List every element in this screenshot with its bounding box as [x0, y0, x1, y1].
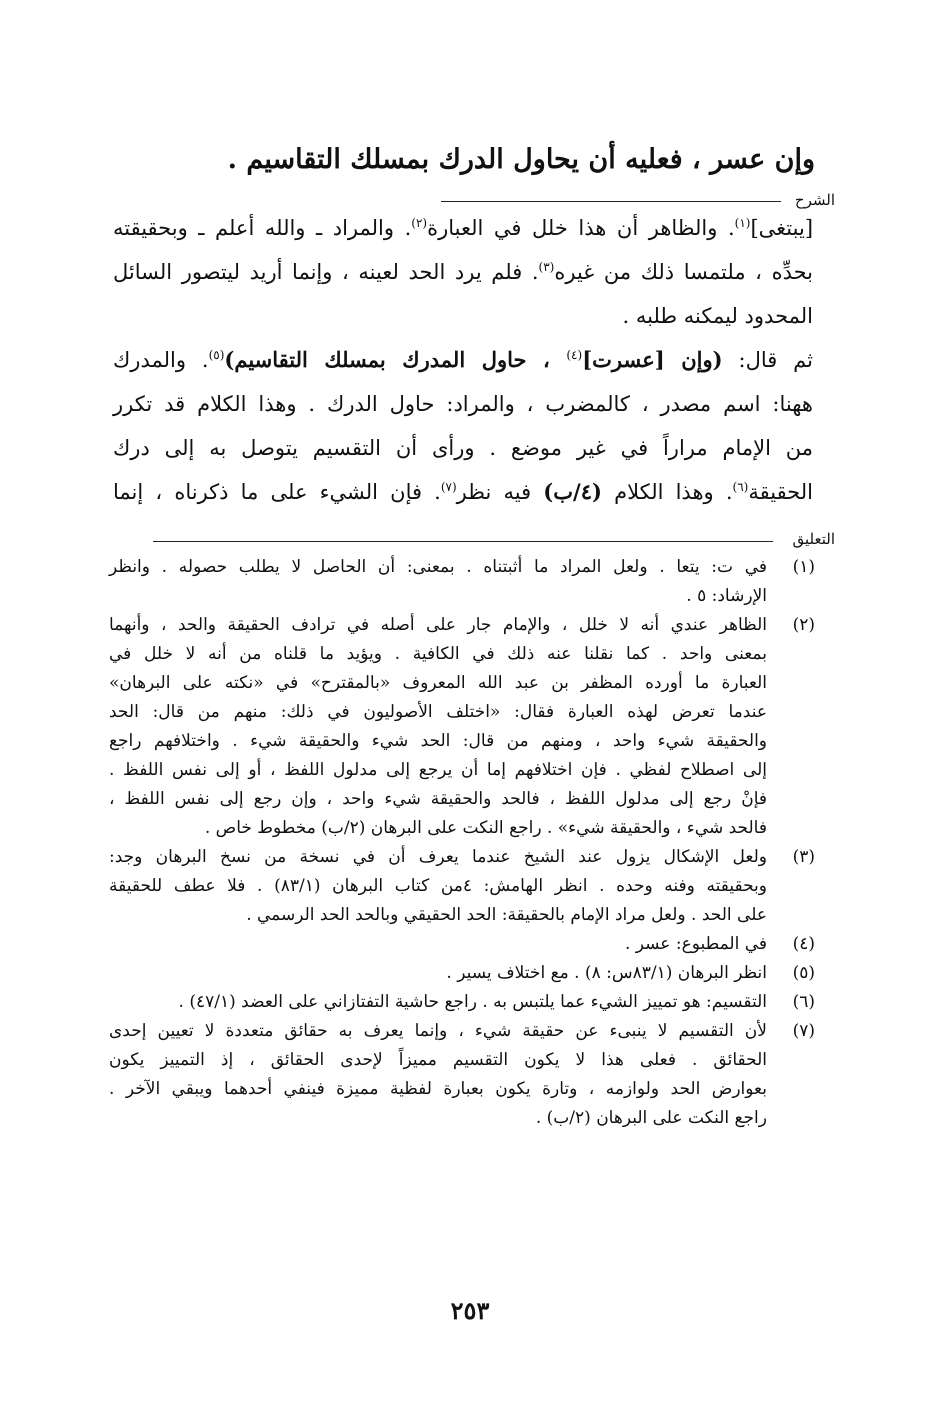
footnote-ref[interactable]: (٣) — [538, 260, 555, 274]
footnote-number: (٧) — [792, 1021, 815, 1041]
footnote-line: بعوارض الحد ولوازمه ، وتارة يكون بعبارة لفظية مميزة فينفي أحدهما ويبقي الآخر . — [109, 1079, 767, 1099]
taliq-label: التعليق — [792, 530, 835, 548]
footnote-line: التقسيم: هو تمييز الشيء عما يلتبس به . راجع حاشية التفتازاني على العضد (٤٧/١) . — [178, 992, 767, 1012]
footnote-line: فالحد شيء ، والحقيقة شيء» . راجع النكت على البرهان (٢/ب) مخطوط خاص . — [204, 818, 767, 838]
footnote-line: انظر البرهان (٨٣/١س: ٨) . مع اختلاف يسير . — [446, 963, 767, 983]
sharh-line: ثم قال: (وإن [عسرت]$^{(٤)}$ ، حاول المدرك بمسلك التقاسيم)$^{(٥)}$. والمدرك — [113, 347, 813, 372]
sharh-line: الحقيقة$^{(٦)}$. وهذا الكلام (٤/ب) فيه نظر$^{(٧)}$. فإن الشيء على ما ذكرناه ، إنما — [113, 479, 813, 504]
matn-text: وإن عسر ، فعليه أن يحاول الدرك بمسلك التقاسيم . — [227, 144, 815, 175]
footnote — [109, 843, 815, 930]
footnote — [109, 930, 815, 959]
footnote — [109, 553, 815, 611]
footnote-line: بمعنى واحد . كما نقلنا عنه ذلك في الكافية . ويؤيد ما قلناه من أنه لا خلل في — [109, 644, 767, 664]
footnote-number: (٦) — [792, 992, 815, 1012]
footnote-line: راجع النكت على البرهان (٢/ب) . — [535, 1108, 767, 1128]
footnote — [109, 611, 815, 843]
footnote-line: الظاهر عندي أنه لا خلل ، والإمام جار على أصله في ترادف الحقيقة والحد ، وأنهما — [109, 615, 767, 635]
footnote-ref[interactable]: (١) — [734, 216, 751, 230]
footnote-ref[interactable]: (٢) — [411, 216, 428, 230]
sharh-line: ههنا: اسم مصدر ، كالمضرب ، والمراد: حاول الدرك . وهذا الكلام قد تكرر — [113, 392, 813, 416]
footnote-line: الحقائق . فعلى هذا لا يكون التقسيم مميزاً لإحدى الحقائق ، إذ التمييز يكون — [109, 1050, 767, 1070]
footnote-number: (٤) — [792, 934, 815, 954]
taliq-rule — [153, 541, 773, 542]
sharh-line: المحدود ليمكنه طلبه . — [622, 304, 813, 328]
footnote-line: في المطبوع: عسر . — [624, 934, 767, 954]
footnote-line: عندما تعرض لهذه العبارة فقال: «اختلف الأصوليون في ذلك: منهم من قال: الحد — [109, 702, 767, 722]
page-number: ٢٥٣ — [450, 1296, 490, 1325]
footnote-line: في ت: يتعا . ولعل المراد ما أثبتناه . بمعنى: أن الحاصل لا يطلب حصوله . وانظر — [109, 557, 767, 577]
footnote-number: (٣) — [792, 847, 815, 867]
footnote-line: ولعل الإشكال يزول عند الشيخ عندما يعرف أن في نسخة من نسخ البرهان وجد: — [109, 847, 767, 867]
footnote-ref[interactable]: (٥) — [208, 348, 225, 362]
footnote-ref[interactable]: (٤) — [566, 348, 583, 362]
footnote-ref[interactable]: (٧) — [440, 480, 457, 494]
footnote-line: وبحقيقته وفنه وحده . انظر الهامش: ٤من كتاب البرهان (٨٣/١) . فلا عطف للحقيقة — [109, 876, 767, 896]
footnote-line: إلى اصطلاح لفظي . فإن اختلافهم إما أن يرجع إلى مدلول اللفظ ، أو إلى نفس اللفظ . — [109, 760, 767, 780]
sharh-line: من الإمام مراراً في غير موضع . ورأى أن التقسيم يتوصل به إلى درك — [113, 436, 813, 460]
sharh-body — [113, 206, 813, 514]
footnote — [109, 1017, 815, 1133]
sharh-line: [يبتغى]$^{(١)}$. والظاهر أن هذا خلل في العبارة$^{(٢)}$. والمراد ـ والله أعلم ـ وبحقيقته — [113, 216, 814, 240]
footnote — [109, 959, 815, 988]
footnote-line: لأن التقسيم لا ينبىء عن حقيقة شيء ، وإنما يعرف به حقائق متعددة لا تعيين إحدى — [109, 1021, 767, 1041]
sharh-rule — [441, 201, 781, 202]
footnote-line: العبارة ما أورده المظفر بن عبد الله المعروف «بالمقترح» في «نكته على البرهان» — [109, 673, 767, 693]
footnote — [109, 988, 815, 1017]
footnote-number: (٥) — [792, 963, 815, 983]
footnote-number: (٢) — [792, 615, 815, 635]
footnote-line: فإنْ رجع إلى مدلول اللفظ ، فالحد والحقيقة شيء واحد ، وإن رجع إلى نفس اللفظ ، — [109, 789, 767, 809]
footnote-line: والحقيقة شيء واحد ، ومنهم من قال: الحد شيء والحقيقة شيء . واختلافهم راجع — [109, 731, 767, 751]
footnote-line: الإرشاد: ٥ . — [686, 586, 767, 606]
sharh-line: بحدِّه ، ملتمسا ذلك من غيره$^{(٣)}$. فلم يرد الحد لعينه ، وإنما أريد ليتصور السائل — [113, 260, 813, 284]
footnotes — [109, 553, 815, 1133]
footnote-number: (١) — [792, 557, 815, 577]
footnote-line: على الحد . ولعل مراد الإمام بالحقيقة: الحد الحقيقي وبالحد الحد الرسمي . — [246, 905, 767, 925]
footnote-ref[interactable]: (٦) — [732, 480, 749, 494]
sharh-label: الشرح — [794, 191, 835, 209]
